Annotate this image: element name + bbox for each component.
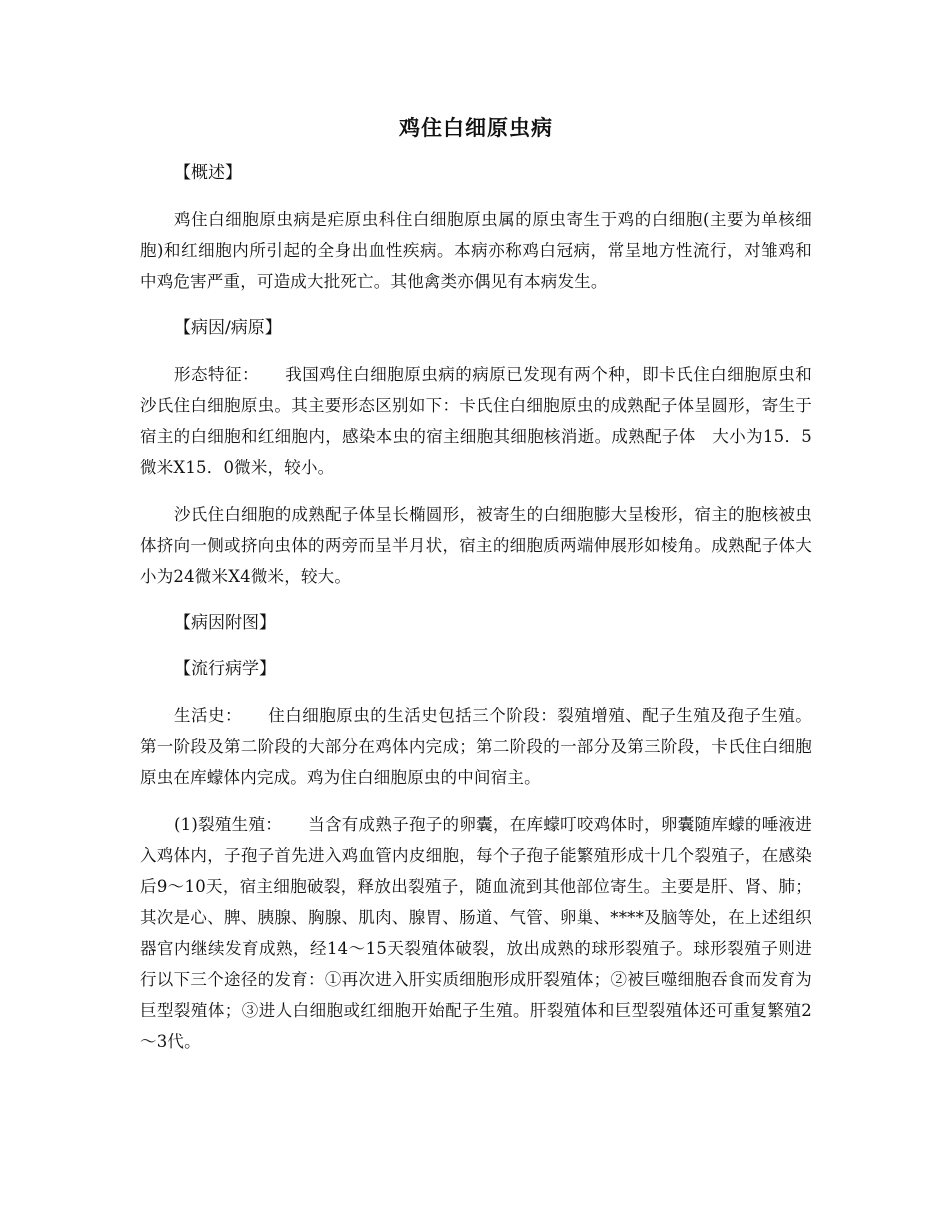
- epidemiology-paragraph-lifecycle: [140, 700, 812, 793]
- lifecycle-text: 住白细胞原虫的生活史包括三个阶段：裂殖增殖、配子生殖及孢子生殖。第一阶段及第二阶段的大部分在鸡体内完成；第二阶段的一部分及第三阶段，卡氏住白细胞原虫在库蠓体内完成。鸡为住白细胞原虫的中间宿主。: [140, 706, 812, 787]
- schizogony-text: 当含有成熟子孢子的卵囊，在库蠓叮咬鸡体时，卵囊随库蠓的唾液进入鸡体内，子孢子首先进入鸡血管内皮细胞，每个子孢子能繁殖形成十几个裂殖子，在感染后9～10天，宿主细胞破裂，释放出裂殖子，随血流到其他部位寄生。主要是肝、肾、肺；其次是心、脾、胰腺、胸腺、肌肉、腺胃、肠道、气管、卵巢、****及脑等处，在上述组织器官内继续发育成熟，经14～15天裂殖体破裂，放出成熟的球形裂殖子。球形裂殖子则进行以下三个途径的发育：①再次进入肝实质细胞形成肝裂殖体；②被巨噬细胞吞食而发育为巨型裂殖体；③进人白细胞或红细胞开始配子生殖。肝裂殖体和巨型裂殖体还可重复繁殖2～3代。: [140, 815, 812, 1051]
- section-heading-overview: 【概述】: [174, 163, 242, 183]
- morphology-text: 我国鸡住白细胞原虫病的病原已发现有两个种，即卡氏住白细胞原虫和沙氏住白细胞原虫。其主要形态区别如下：卡氏住白细胞原虫的成熟配子体呈圆形，寄生于宿主的白细胞和红细胞内，感染本虫的宿主细胞其细胞核消逝。成熟配子体 大小为15．5微米X15．0微米，较小。: [140, 365, 812, 477]
- overview-paragraph: 鸡住白细胞原虫病是疟原虫科住白细胞原虫属的原虫寄生于鸡的白细胞(主要为单核细胞)和红细胞内所引起的全身出血性疾病。本病亦称鸡白冠病，常呈地方性流行，对雏鸡和中鸡危害严重，可造成大批死亡。其他禽类亦偶见有本病发生。: [140, 210, 812, 291]
- schizogony-lead: (1)裂殖生殖：: [174, 815, 283, 834]
- epidemiology-paragraph-schizogony: [140, 809, 812, 1057]
- etiology-paragraph-morphology: [140, 359, 812, 483]
- section-heading-etiology: 【病因/病原】: [174, 318, 282, 338]
- document-page: [140, 112, 812, 1073]
- lifecycle-lead: 生活史：: [174, 706, 242, 725]
- document-title: 鸡住白细原虫病: [399, 116, 553, 140]
- morphology-lead: 形态特征：: [174, 365, 259, 384]
- etiology-paragraph-sarcoma: 沙氏住白细胞的成熟配子体呈长椭圆形，被寄生的白细胞膨大呈梭形，宿主的胞核被虫体挤向一侧或挤向虫体的两旁而呈半月状，宿主的细胞质两端伸展形如棱角。成熟配子体大小为24微米X4微米，较大。: [140, 505, 812, 586]
- section-heading-epidemiology: 【流行病学】: [174, 659, 276, 679]
- section-heading-figures: 【病因附图】: [174, 613, 276, 633]
